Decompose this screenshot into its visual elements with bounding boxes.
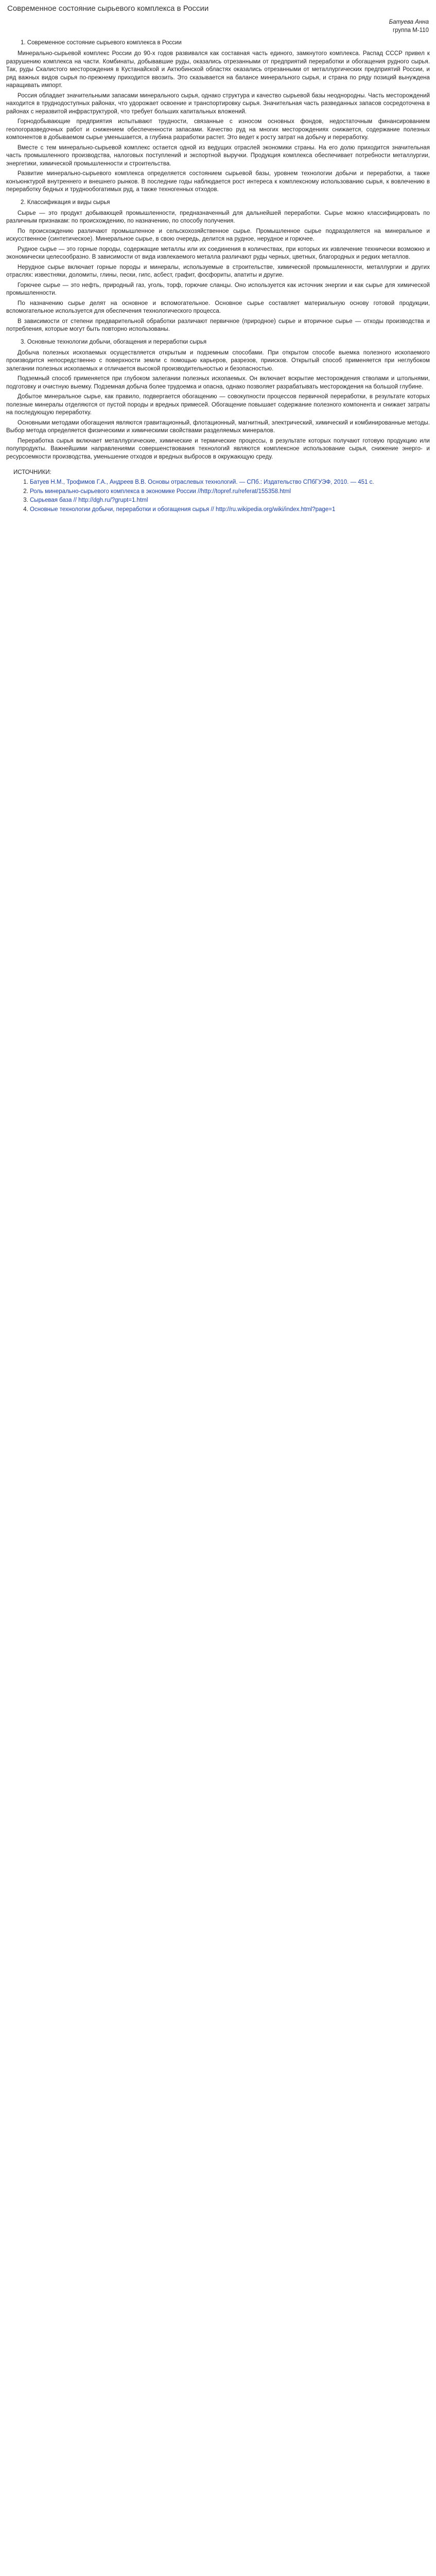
paragraph: Нерудное сырье включает горные породы и минералы, используемые в строительстве, химической промышленности, металлургии и других отраслях: известняки, доломиты, глины, пески, гипс, асбест, графит, фосфориты, апатиты и другие. <box>6 264 430 278</box>
paragraph: Основными методами обогащения являются гравитационный, флотационный, магнитный, электрический, химический и комбинированные методы. Выбор метода определяется физическими и химическими свойствами разделяемых минералов. <box>6 419 430 434</box>
sources-list <box>6 479 430 514</box>
paragraph: Рудное сырье — это горные породы, содержащие металлы или их соединения в количествах, при которых их извлечение технически возможно и экономически целесообразно. В зависимости от вида извлекаемого металла различают руды черных, цветных, благородных и редких металлов. <box>6 246 430 260</box>
paragraph: Добытое минеральное сырье, как правило, подвергается обогащению — совокупности процессов первичной переработки, в результате которых полезные минералы отделяются от пустой породы и вредных примесей. Обогащение повышает содержание полезного компонента и снижает затраты на последующую переработку. <box>6 394 430 416</box>
source-link[interactable]: Батуев Н.М., Трофимов Г.А., Андреев В.В. Основы отраслевых технологий. — СПб.: Издательство СПбГУЭФ, 2010. — 451 с. <box>30 479 374 485</box>
section-heading: 1. Современное состояние сырьевого комплекса в России <box>21 40 182 46</box>
author-group: группа М-110 <box>393 27 429 33</box>
paragraph: Сырье — это продукт добывающей промышленности, предназначенный для дальнейшей переработки. Сырье можно классифицировать по различным признакам: по происхождению, по назначению, по способу получения. <box>6 210 430 224</box>
source-link[interactable]: Роль минерально-сырьевого комплекса в экономике России //http://topref.ru/referat/155358.html <box>30 488 291 495</box>
source-item <box>30 506 430 514</box>
sources-heading: ИСТОЧНИКИ: <box>13 469 51 476</box>
paragraph: Вместе с тем минерально-сырьевой комплекс остается одной из ведущих отраслей экономики страны. На его долю приходится значительная часть промышленного производства, налоговых поступлений и экспортной выручки. Продукция комплекса обеспечивает потребности металлургии, энергетики, химической промышленности и строительства. <box>6 144 430 167</box>
section-heading: 3. Основные технологии добычи, обогащения и переработки сырья <box>21 338 207 345</box>
source-link[interactable]: Сырьевая база // http://dgh.ru/?grupt=1.html <box>30 497 148 503</box>
paragraph: По назначению сырье делят на основное и вспомогательное. Основное сырье составляет материальную основу готовой продукции, вспомогательное используется для обеспечения технологического процесса. <box>6 300 430 314</box>
paragraph: Минерально-сырьевой комплекс России до 90-х годов развивался как составная часть единого, замкнутого комплекса. Распад СССР привел к разрушению комплекса на части. Комбинаты, добывавшие руды, оказались отрезанными от предприятий переработки и обогащения рудного сырья. Так, руды Скалистого месторождения в Кустанайской и Актюбинской областях оказались отрезанными от металлургических предприятий России, и ряд важных видов сырья по-прежнему приходится ввозить. Это сказывается на балансе минерального сырья, и страна по ряду позиций вынуждена наращивать импорт. <box>6 50 430 89</box>
paragraph: По происхождению различают промышленное и сельскохозяйственное сырье. Промышленное сырье подразделяется на минеральное и искусственное (синтетическое). Минеральное сырье, в свою очередь, делится на рудное, нерудное и горючее. <box>6 228 430 242</box>
document-body <box>6 39 430 461</box>
paragraph: В зависимости от степени предварительной обработки различают первичное (природное) сырье и вторичное сырье — отходы производства и потребления, которые могут быть повторно использованы. <box>6 318 430 332</box>
paragraph: Переработка сырья включает металлургические, химические и термические процессы, в результате которых получают готовую продукцию или полупродукты. Важнейшими направлениями совершенствования технологий являются комплексное использование сырья, снижение энерго- и ресурсоемкости производства, уменьшение отходов и вредных выбросов в окружающую среду. <box>6 437 430 460</box>
paragraph: Подземный способ применяется при глубоком залегании полезных ископаемых. Он включает вскрытие месторождения стволами и штольнями, подготовку и очистную выемку. Подземная добыча более трудоемка и опасна, однако позволяет разрабатывать месторождения на большой глубине. <box>6 376 430 390</box>
section-heading: 2. Классификация и виды сырья <box>21 199 110 206</box>
source-item <box>30 497 430 505</box>
source-item <box>30 488 430 496</box>
author-block <box>6 18 429 35</box>
paragraph: Россия обладает значительными запасами минерального сырья, однако структура и качество сырьевой базы неоднородны. Часть месторождений находится в труднодоступных районах, что удорожает освоение и транспортировку сырья. Значительная часть разведанных запасов сосредоточена в районах с неразвитой инфраструктурой, что требует больших капитальных вложений. <box>6 92 430 115</box>
paragraph: Развитие минерально-сырьевого комплекса определяется состоянием сырьевой базы, уровнем технологии добычи и переработки, а также конъюнктурой внутреннего и внешнего рынков. В последние годы наблюдается рост интереса к комплексному использованию сырья, к вовлечению в переработку бедных и труднообогатимых руд, а также техногенных отходов. <box>6 171 430 193</box>
author-name: Батуева Анна <box>389 19 429 25</box>
paragraph: Горючее сырье — это нефть, природный газ, уголь, торф, горючие сланцы. Оно используется как источник энергии и как сырье для химической промышленности. <box>6 282 430 296</box>
source-item <box>30 479 430 487</box>
document-title: Современное состояние сырьевого комплекса в России <box>7 4 209 13</box>
paragraph: Добыча полезных ископаемых осуществляется открытым и подземным способами. При открытом способе выемка полезного ископаемого производится непосредственно с поверхности земли с помощью карьеров, разрезов, приисков. Открытый способ применяется при неглубоком залегании полезных ископаемых и отличается высокой производительностью и безопасностью. <box>6 349 430 372</box>
source-link[interactable]: Основные технологии добычи, переработки и обогащения сырья // http://ru.wikipedia.org/wiki/index.html?page=1 <box>30 506 336 513</box>
paragraph: Горнодобывающие предприятия испытывают трудности, связанные с износом основных фондов, недостаточным финансированием геологоразведочных работ и снижением обеспеченности запасами. Качество руд на многих месторождениях снижается, содержание полезных компонентов в добываемом сырье уменьшается, а глубина разработки растет. Это ведет к росту затрат на добычу и переработку. <box>6 118 430 141</box>
